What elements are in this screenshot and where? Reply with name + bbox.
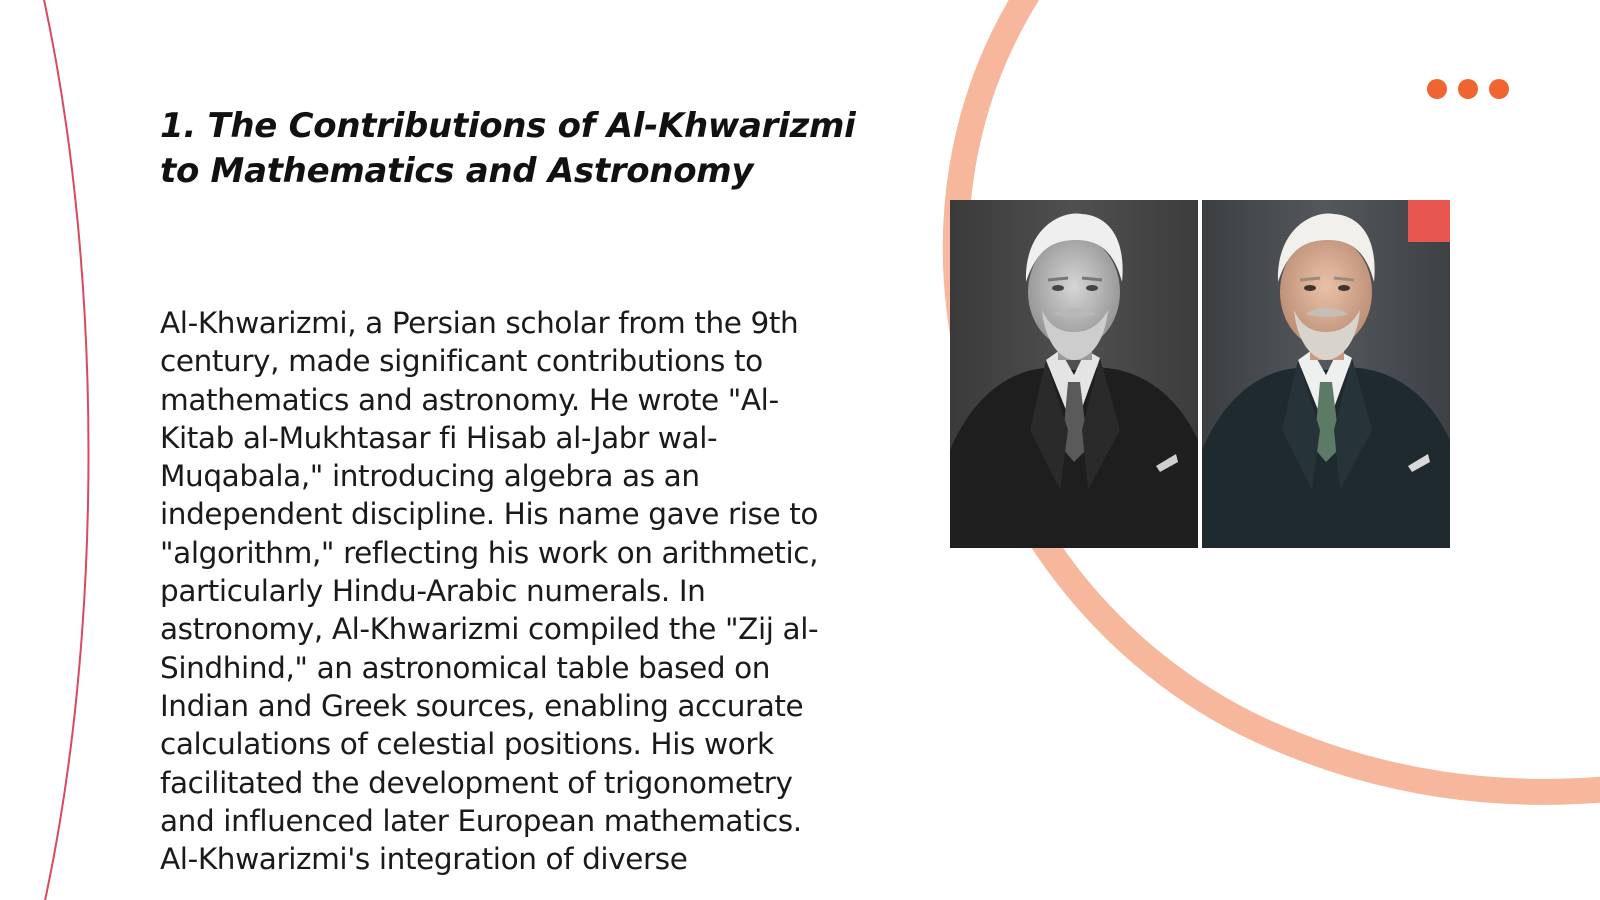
dot-2 xyxy=(1458,79,1478,99)
dot-1 xyxy=(1427,79,1447,99)
slide-body-text: Al-Khwarizmi, a Persian scholar from the 9th century, made significant contributions to mathematics and astronomy. He wrote "Al-Kitab al-Mukhtasar fi Hisab al-Jabr wal-Muqabala," introducing algebra as an independent discipline. His name gave rise to "algorithm," reflecting his work on arithmetic, particularly Hindu-Arabic numerals. In astronomy, Al-Khwarizmi compiled the "Zij al-Sindhind," an astronomical table based on Indian and Greek sources, enabling accurate calculations of celestial positions. His work facilitated the development of trigonometry and influenced later European mathematics. Al-Khwarizmi's integration of diverse xyxy=(160,306,819,877)
dot-3 xyxy=(1489,79,1509,99)
left-curve-line xyxy=(43,0,89,900)
portrait-photo-color xyxy=(1202,200,1450,548)
badge-icon xyxy=(1408,200,1450,242)
slide-title: 1. The Contributions of Al-Khwarizmi to Mathematics and Astronomy xyxy=(160,106,856,191)
menu-dots-icon xyxy=(1427,79,1509,99)
portrait-photo-bw xyxy=(950,200,1198,548)
